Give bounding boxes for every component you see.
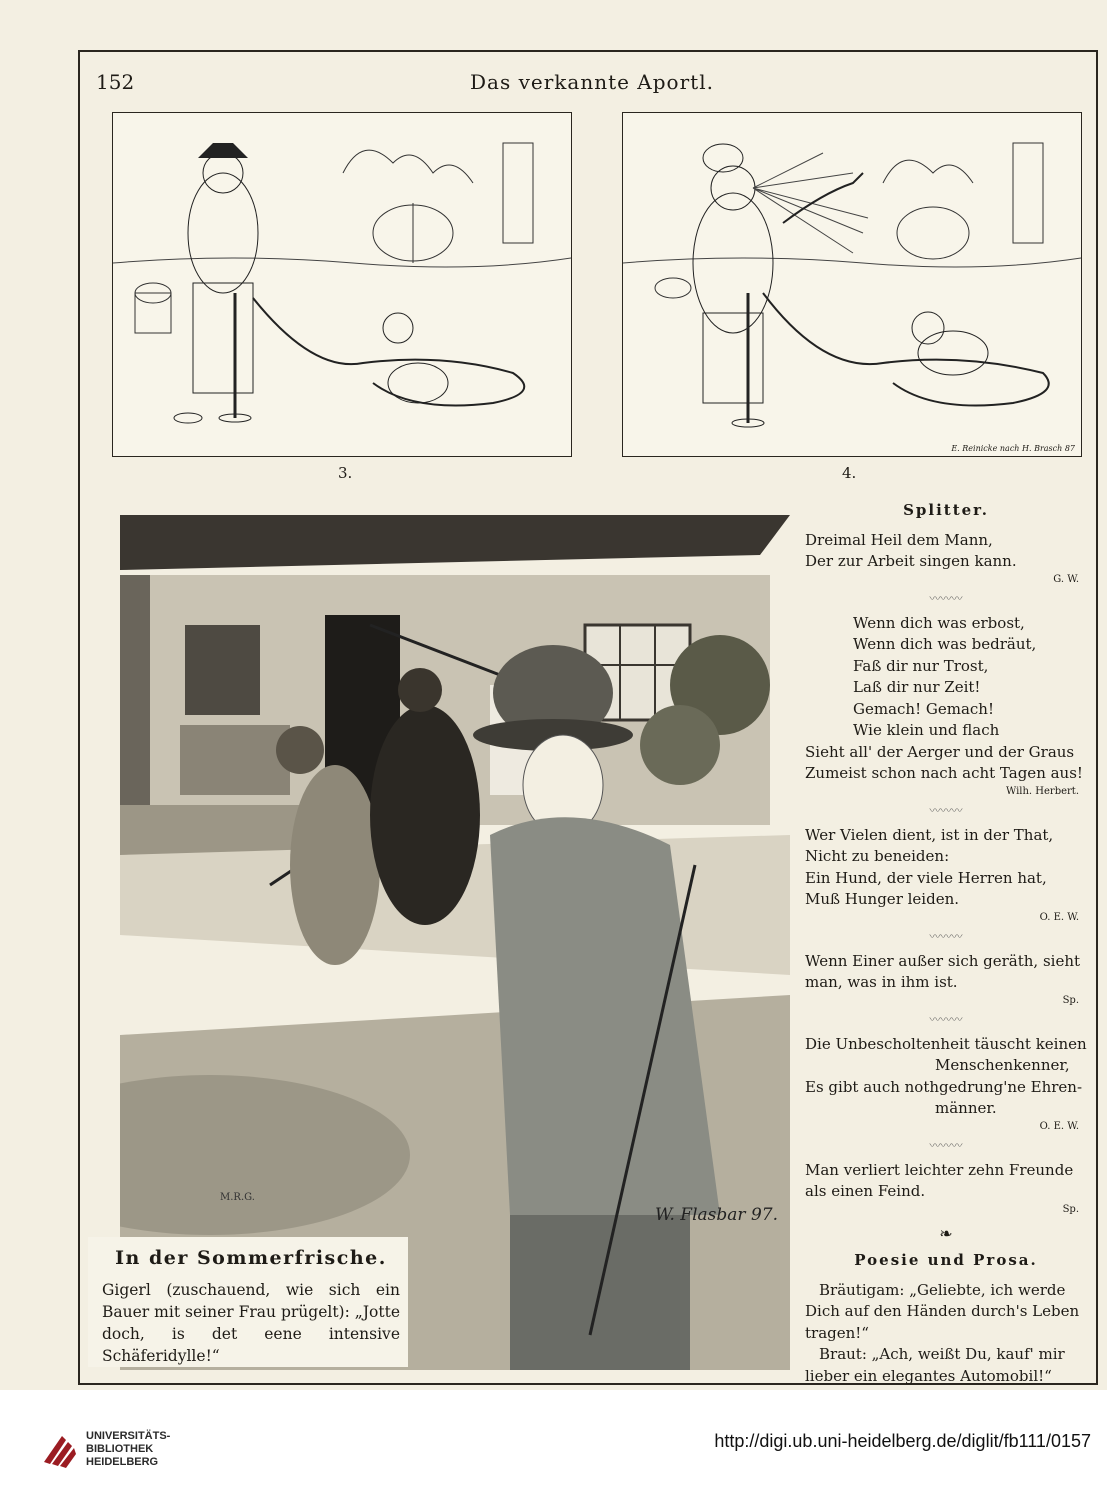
verse-line: Muß Hunger leiden.	[805, 890, 960, 908]
verse-line: Wenn Einer außer sich geräth, sieht	[805, 951, 1081, 970]
poesie-heading: Poesie und Prosa.	[854, 1251, 1038, 1269]
logo-line: BIBLIOTHEK	[86, 1443, 154, 1455]
verse-line: Ein Hund, der viele Herren hat,	[805, 868, 1047, 887]
splitter-item	[805, 1034, 1087, 1134]
dialogue-line: lieber ein elegantes Automobil!“	[805, 1366, 1052, 1385]
verse-line: Wer Vielen dient, ist in der That,	[805, 825, 1054, 844]
verse-line: Die Unbescholtenheit täuscht keinen	[805, 1034, 1087, 1053]
verse-line: Faß dir nur Trost,	[853, 656, 989, 675]
monogram: M.R.G.	[220, 1192, 255, 1203]
separator-squiggle: 〰〰〰	[929, 1012, 963, 1026]
panel-number-4: 4.	[842, 464, 857, 482]
dialogue-line: tragen!“	[805, 1323, 869, 1342]
source-url[interactable]: http://digi.ub.uni-heidelberg.de/diglit/fb111/0157	[714, 1431, 1091, 1451]
caption-title: In der Sommerfrische.	[115, 1247, 387, 1269]
verse-author: Wilh. Herbert.	[1005, 785, 1079, 797]
verse-line: Der zur Arbeit singen kann.	[805, 552, 1017, 570]
splitter-heading: Splitter.	[903, 501, 989, 519]
verse-line: Man verliert leichter zehn Freunde	[805, 1160, 1074, 1179]
illustrator-credit: E. Reinicke nach H. Brasch 87	[951, 444, 1075, 453]
verse-line: männer.	[935, 1099, 997, 1117]
verse-line: Dreimal Heil dem Mann,	[805, 530, 993, 549]
separator-squiggle: 〰〰〰	[929, 803, 963, 817]
verse-line: Nicht zu beneiden:	[805, 847, 950, 865]
verse-line: Laß dir nur Zeit!	[853, 678, 981, 696]
panel-number-3: 3.	[338, 464, 353, 482]
separator-squiggle: 〰〰〰	[929, 929, 963, 943]
verse-author: Sp.	[1062, 994, 1079, 1006]
artist-signature: W. Flasbar 97.	[655, 1205, 778, 1225]
splitter-item	[805, 530, 1087, 587]
splitter-item	[805, 825, 1087, 925]
separator-squiggle: 〰〰〰	[929, 591, 963, 605]
dialogue-line: Dich auf den Händen durch's Leben	[805, 1302, 1080, 1320]
verse-author: Sp.	[1062, 1203, 1079, 1215]
verse-author: O. E. W.	[1039, 911, 1079, 923]
verse-line: Sieht all' der Aerger und der Graus	[805, 742, 1075, 761]
verse-line: Es gibt auch nothgedrung'ne Ehren-	[805, 1077, 1083, 1096]
separator-squiggle: 〰〰〰	[929, 1138, 963, 1152]
splitter-item	[805, 951, 1087, 1008]
verse-line: Zumeist schon nach acht Tagen aus!	[805, 764, 1083, 782]
page-number: 152	[96, 70, 135, 94]
verse-line: Menschenkenner,	[935, 1056, 1070, 1074]
splitter-item	[805, 613, 1087, 799]
verse-line: Wenn dich was erbost,	[853, 613, 1025, 632]
verse-author: G. W.	[1053, 573, 1079, 585]
library-logo-text	[86, 1430, 170, 1469]
dialogue-line: Braut: „Ach, weißt Du, kauf' mir	[819, 1345, 1065, 1363]
text-column	[805, 500, 1087, 1387]
logo-line: UNIVERSITÄTS-	[86, 1430, 171, 1442]
caption-box	[88, 1237, 408, 1367]
verse-line: Gemach! Gemach!	[853, 699, 994, 718]
verse-line: Wie klein und flach	[853, 721, 1000, 739]
cartoon-panel-3	[112, 112, 572, 457]
caption-text: Gigerl (zuschauend, wie sich ein Bauer mit seiner Frau prügelt): „Jotte doch, is det eene intensive Schäferidylle!“	[102, 1281, 400, 1365]
splitter-item	[805, 1160, 1087, 1217]
library-logo-icon	[40, 1428, 78, 1468]
logo-line: HEIDELBERG	[86, 1456, 159, 1468]
poesie-dialogue	[805, 1280, 1087, 1388]
ornament-divider: ❧	[939, 1223, 953, 1243]
verse-line: man, was in ihm ist.	[805, 973, 958, 991]
cartoon-drawing-4	[623, 113, 1081, 456]
verse-line: als einen Feind.	[805, 1182, 926, 1200]
cartoon-panel-4	[622, 112, 1082, 457]
dialogue-line: Bräutigam: „Geliebte, ich werde	[819, 1280, 1066, 1299]
running-title: Das verkannte Aportl.	[470, 70, 714, 94]
verse-author: O. E. W.	[1039, 1120, 1079, 1132]
cartoon-drawing-3	[113, 113, 571, 456]
verse-line: Wenn dich was bedräut,	[853, 635, 1037, 653]
